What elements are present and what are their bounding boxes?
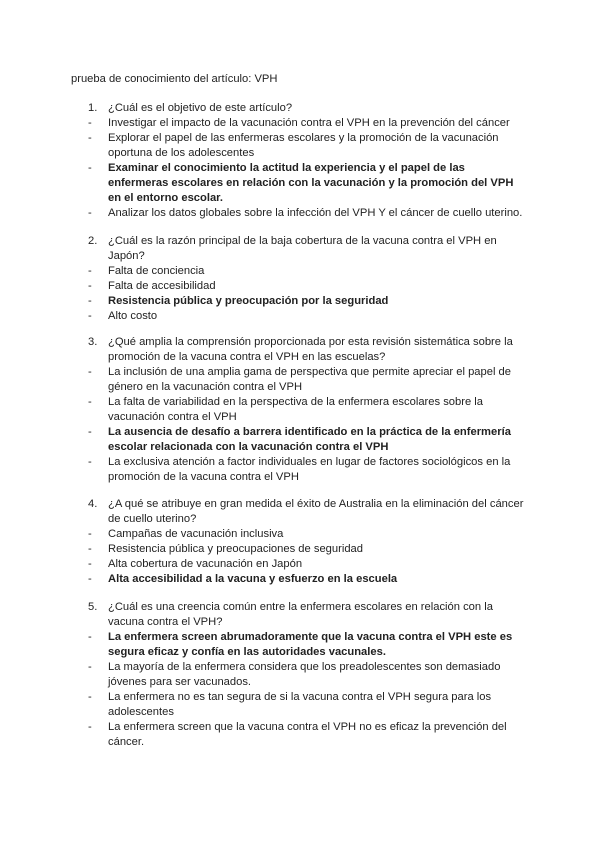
option-dash: - [88,280,92,292]
question-5 [88,600,528,750]
option-dash: - [88,573,92,585]
question-text: ¿Cuál es una creencia común entre la enfermera escolares en relación con la vacuna contra el VPH? [108,601,493,628]
question-text: ¿A qué se atribuye en gran medida el éxito de Australia en la eliminación del cáncer de cuello uterino? [108,498,524,525]
option-text: Explorar el papel de las enfermeras escolares y la promoción de la vacunación oportuna de los adolescentes [108,132,499,159]
option-item [88,690,528,720]
option-text: Falta de accesibilidad [108,280,216,292]
option-list [88,365,528,485]
option-text: Alta accesibilidad a la vacuna y esfuerzo en la escuela [108,573,398,585]
question-number: 3. [88,336,98,348]
question-header [88,600,528,630]
option-item-correct [88,294,528,309]
option-dash: - [88,132,92,144]
option-item-correct [88,161,528,206]
option-dash: - [88,396,92,408]
option-text: La enfermera screen que la vacuna contra el VPH no es eficaz la prevención del cáncer. [108,721,507,748]
option-item [88,264,528,279]
option-item [88,557,528,572]
option-dash: - [88,558,92,570]
document-title: prueba de conocimiento del artículo: VPH [71,73,278,85]
option-dash: - [88,426,92,438]
option-item [88,542,528,557]
question-header [88,335,528,365]
option-dash: - [88,207,92,219]
option-text: Campañas de vacunación inclusiva [108,528,284,540]
option-dash: - [88,162,92,174]
option-text: Analizar los datos globales sobre la infección del VPH Y el cáncer de cuello uterino. [108,207,523,219]
option-text: La mayoría de la enfermera considera que los preadolescentes son demasiado jóvenes para ser vacunados. [108,661,501,688]
option-dash: - [88,117,92,129]
option-item [88,527,528,542]
option-text: La enfermera no es tan segura de si la vacuna contra el VPH segura para los adolescentes [108,691,492,718]
option-dash: - [88,310,92,322]
question-1 [88,101,528,221]
option-item [88,395,528,425]
option-dash: - [88,721,92,733]
question-text: ¿Cuál es el objetivo de este artículo? [108,102,293,114]
option-text: La falta de variabilidad en la perspectiva de la enfermera escolares sobre la vacunación contra el VPH [108,396,483,423]
option-list [88,264,528,324]
option-item [88,660,528,690]
option-list [88,527,528,587]
option-item [88,309,528,324]
question-header [88,234,528,264]
question-4 [88,497,528,587]
option-item-correct [88,630,528,660]
option-text: Falta de conciencia [108,265,205,277]
option-item [88,131,528,161]
option-text: Alto costo [108,310,158,322]
question-text: ¿Qué amplia la comprensión proporcionada por esta revisión sistemática sobre la promoción de la vacuna contra el VPH en las escuelas? [108,336,513,363]
option-dash: - [88,528,92,540]
option-text: La inclusión de una amplia gama de perspectiva que permite apreciar el papel de género en la vacunación contra el VPH [108,366,512,393]
question-3 [88,335,528,485]
option-text: Alta cobertura de vacunación en Japón [108,558,303,570]
option-item [88,455,528,485]
option-item [88,279,528,294]
option-item-correct [88,425,528,455]
option-text: La exclusiva atención a factor individuales en lugar de factores sociológicos en la promoción de la vacuna contra el VPH [108,456,511,483]
option-text: La ausencia de desafío a barrera identificado en la práctica de la enfermería escolar relacionada con la vacunación contra el VPH [108,426,511,453]
question-text: ¿Cuál es la razón principal de la baja cobertura de la vacuna contra el VPH en Japón? [108,235,497,262]
question-number: 2. [88,235,98,247]
option-dash: - [88,691,92,703]
option-text: Investigar el impacto de la vacunación contra el VPH en la prevención del cáncer [108,117,510,129]
option-dash: - [88,631,92,643]
option-dash: - [88,543,92,555]
question-header [88,101,528,116]
option-dash: - [88,456,92,468]
option-dash: - [88,265,92,277]
option-item [88,206,528,221]
option-text: Resistencia pública y preocupaciones de seguridad [108,543,363,555]
option-dash: - [88,661,92,673]
option-item [88,365,528,395]
option-dash: - [88,295,92,307]
option-list [88,630,528,750]
option-text: La enfermera screen abrumadoramente que la vacuna contra el VPH este es segura eficaz y confía en las autoridades vacunales. [108,631,513,658]
question-number: 4. [88,498,98,510]
question-header [88,497,528,527]
option-list [88,116,528,221]
option-item [88,720,528,750]
option-text: Resistencia pública y preocupación por la seguridad [108,295,389,307]
question-number: 5. [88,601,98,613]
option-text: Examinar el conocimiento la actitud la experiencia y el papel de las enfermeras escolares en relación con la vacunación y la promoción del VPH en el entorno escolar. [108,162,514,204]
option-dash: - [88,366,92,378]
question-2 [88,234,528,324]
option-item-correct [88,572,528,587]
option-item [88,116,528,131]
question-number: 1. [88,102,98,114]
